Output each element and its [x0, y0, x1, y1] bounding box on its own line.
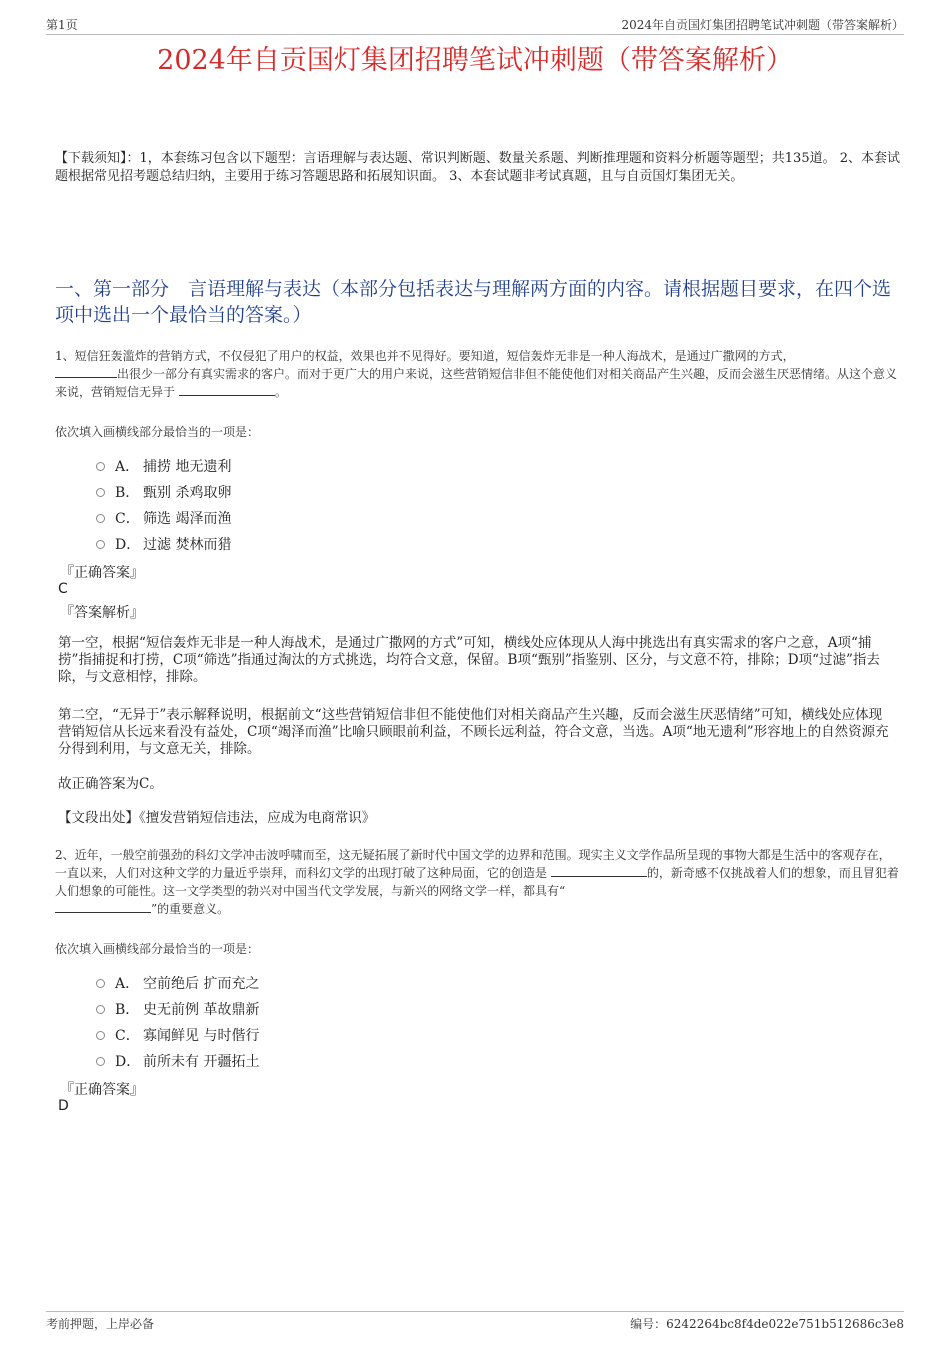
radio-icon[interactable]: [96, 462, 105, 471]
radio-icon[interactable]: [96, 1057, 105, 1066]
option-c[interactable]: C． 筛选 竭泽而渔: [96, 505, 231, 531]
question-1-options: [96, 453, 231, 557]
fill-blank: [55, 365, 117, 378]
option-d[interactable]: D． 过滤 焚林而猎: [96, 531, 231, 557]
fill-blank: [55, 900, 151, 913]
analysis-label: 『答案解析』: [60, 605, 144, 621]
option-a[interactable]: A． 空前绝后 扩而充之: [96, 970, 259, 996]
answer-value: C: [58, 581, 68, 597]
radio-icon[interactable]: [96, 488, 105, 497]
question-1-text: 1、短信狂轰滥炸的营销方式，不仅侵犯了用户的权益，效果也并不见得好。要知道，短信轰炸无非是一种人海战术，是通过广撒网的方式， 出很少一部分有真实需求的客户。而对于更广大的用户来说，这些营销短信非但不能使他们对相关商品产生兴趣，反而会滋生厌恶情绪。从这个意义来说，营销短信无异于 。: [55, 349, 898, 399]
download-notice: 【下载须知】：1，本套练习包含以下题型：言语理解与表达题、常识判断题、数量关系题、判断推理题和资料分析题等题型；共135道。 2、本套试题根据常见招考题总结归纳，主要用于练习答题思路和拓展知识面。 3、本套试题非考试真题，且与自贡国灯集团无关。: [55, 151, 900, 184]
radio-icon[interactable]: [96, 1031, 105, 1040]
radio-icon[interactable]: [96, 979, 105, 988]
answer-value: D: [58, 1098, 69, 1114]
option-c[interactable]: C． 寡闻鲜见 与时偕行: [96, 1022, 259, 1048]
option-d[interactable]: D． 前所未有 开疆拓土: [96, 1048, 259, 1074]
analysis-paragraph-1: 第一空，根据“短信轰炸无非是一种人海战术，是通过广撒网的方式”可知，横线处应体现从人海中挑选出有真实需求的客户之意，A项“捕捞”指捕捉和打捞，C项“筛选”指通过淘汰的方式挑选，均符合文意，保留。B项“甄别”指鉴别、区分，与文意不符，排除；D项“过滤”指去除，与文意相悖，排除。: [58, 635, 880, 685]
page-footer: [46, 1311, 904, 1331]
header-doc-title: 2024年自贡国灯集团招聘笔试冲刺题（带答案解析）: [621, 18, 904, 32]
question-2-options: [96, 970, 259, 1074]
page-number: 第1页: [46, 18, 78, 32]
option-a[interactable]: A． 捕捞 地无遗利: [96, 453, 231, 479]
radio-icon[interactable]: [96, 514, 105, 523]
section-heading: 一、第一部分 言语理解与表达（本部分包括表达与理解两方面的内容。请根据题目要求，在四个选项中选出一个最恰当的答案。）: [55, 278, 892, 326]
fill-blank: [179, 383, 275, 396]
answer-label: 『正确答案』: [60, 1082, 144, 1098]
option-b[interactable]: B． 甄别 杀鸡取卵: [96, 479, 231, 505]
page-header: [46, 14, 904, 35]
radio-icon[interactable]: [96, 1005, 105, 1014]
fill-blank: [551, 864, 647, 877]
question-2-text: 2、近年，一般空前强劲的科幻文学冲击波呼啸而至，这无疑拓展了新时代中国文学的边界和范围。现实主义文学作品所呈现的事物大都是生活中的客观存在，一直以来，人们对这种文学的力量近乎崇拜，而科幻文学的出现打破了这种局面，它的创造是 的，新奇感不仅挑战着人们的想象，而且冒犯着人们想象的可能性。这一文学类型的勃兴对中国当代文学发展，与新兴的网络文学一样，都具有“ ”的重要意义。: [55, 848, 899, 916]
question-2-prompt: 依次填入画横线部分最恰当的一项是：: [55, 942, 260, 956]
option-b[interactable]: B． 史无前例 革故鼎新: [96, 996, 259, 1022]
question-1-prompt: 依次填入画横线部分最恰当的一项是：: [55, 425, 260, 439]
radio-icon[interactable]: [96, 540, 105, 549]
source-citation: 【文段出处】《擅发营销短信违法，应成为电商常识》: [58, 810, 376, 826]
analysis-conclusion: 故正确答案为C。: [58, 776, 163, 792]
analysis-paragraph-2: 第二空，“无异于”表示解释说明，根据前文“这些营销短信非但不能使他们对相关商品产生兴趣，反而会滋生厌恶情绪”可知，横线处应体现营销短信从长远来看没有益处，C项“竭泽而渔”比喻只顾眼前利益，不顾长远利益，符合文意，当选。A项“地无遗利”形容地上的自然资源充分得到利用，与文意无关，排除。: [58, 707, 889, 757]
footer-slogan: 考前押题，上岸必备: [46, 1317, 155, 1331]
document-title: 2024年自贡国灯集团招聘笔试冲刺题（带答案解析）: [157, 45, 793, 76]
answer-label: 『正确答案』: [60, 565, 144, 581]
footer-serial: 编号：6242264bc8f4de022e751b512686c3e8: [630, 1317, 904, 1331]
